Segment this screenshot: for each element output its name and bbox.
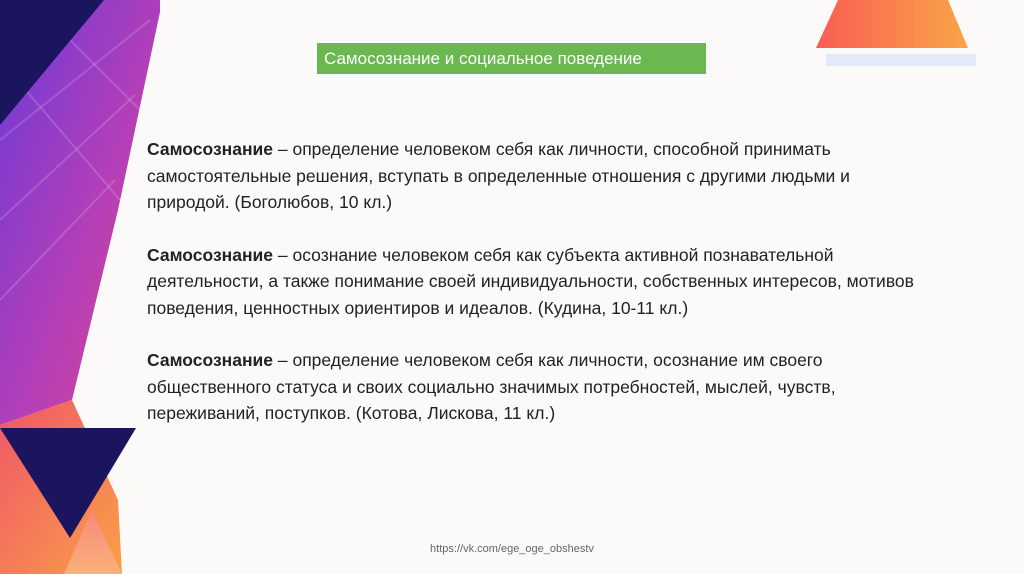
definition-text: – определение человеком себя как личности, способной принимать самостоятельные решения, вступать в определенные отношения с другими людьми и природой. (Боголюбов, 10 кл.): [147, 139, 850, 212]
footer-url[interactable]: https://vk.com/ege_oge_obshestv: [430, 543, 594, 555]
slide-title-text: Самосознание и социальное поведение: [324, 48, 642, 68]
definition-2: [147, 242, 937, 322]
definition-text: – осознание человеком себя как субъекта активной познавательной деятельности, а также понимание своей индивидуальности, собственных интересов, мотивов поведения, ценностных ориентиров и идеалов. (Кудина, 10-11 кл.): [147, 244, 914, 318]
blue-soft-shadow: [826, 54, 976, 66]
definition-term: Самосознание: [147, 244, 274, 265]
definition-3: [147, 347, 937, 427]
definition-1: [147, 136, 937, 216]
slide-title: [317, 43, 706, 74]
definition-term: Самосознание: [147, 350, 274, 370]
definitions-list: [147, 136, 937, 453]
definition-term: Самосознание: [147, 139, 274, 159]
coral-top-right-triangle: [816, 0, 968, 48]
definition-text: – определение человеком себя как личности, осознание им своего общественного статуса и своих социально значимых потребностей, мыслей, чувств, переживаний, поступков. (Котова, Лискова, 11 кл.): [147, 350, 836, 423]
